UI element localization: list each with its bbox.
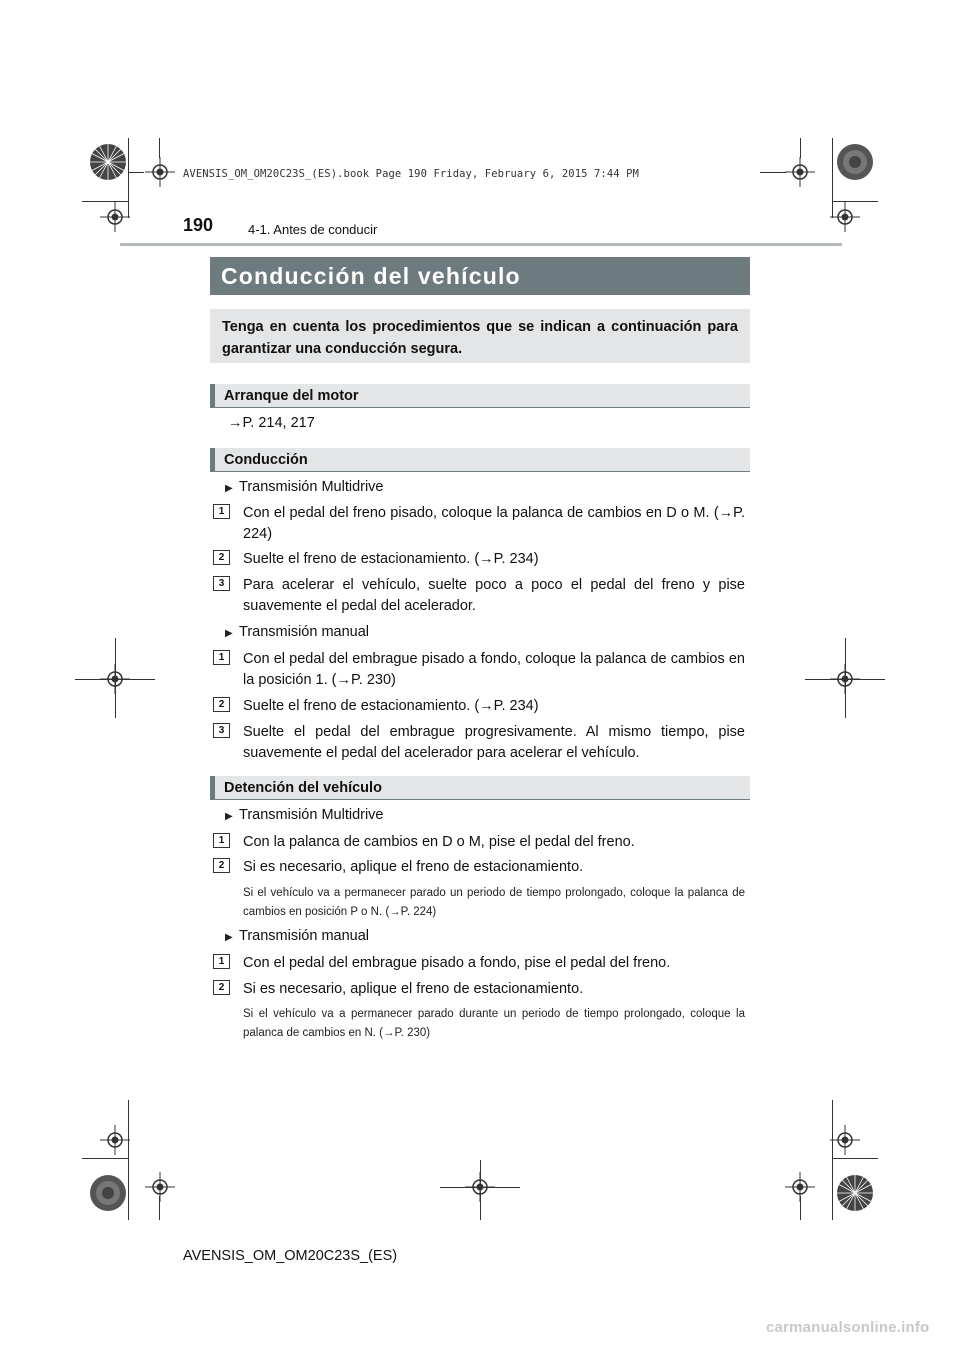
start-reference — [228, 415, 315, 431]
note-text: Si el vehículo va a permanecer parado durante un periodo de tiempo prolongado, coloque la palanca de cambios en N. (→P. 230) — [243, 1008, 745, 1039]
triangle-bullet-icon: ▶ — [225, 932, 233, 943]
step-number: 2 — [213, 550, 230, 565]
step-text: Suelte el freno de estacionamiento. (→P. 234) — [243, 551, 539, 567]
crosshair-icon — [830, 1125, 860, 1155]
book-info: AVENSIS_OM_OM20C23S_(ES).book Page 190 Friday, February 6, 2015 7:44 PM — [183, 168, 639, 180]
step-text: Suelte el pedal del embrague progresivamente. Al mismo tiempo, pise suavemente el pedal del acelerador para acelerar el vehículo. — [243, 724, 745, 761]
triangle-bullet-icon: ▶ — [225, 483, 233, 494]
crosshair-icon — [100, 202, 130, 232]
step-number: 1 — [213, 833, 230, 848]
step-text: Con el pedal del freno pisado, coloque la palanca de cambios en D o M. (→P. 224) — [243, 505, 745, 542]
bullet-manual: ▶ Transmisión manual — [225, 624, 370, 640]
step-number: 3 — [213, 576, 230, 591]
subheading-start: Arranque del motor — [210, 384, 750, 408]
step-text: Con el pedal del embrague pisado a fondo, coloque la palanca de cambios en la posición 1. (→P. 230) — [243, 651, 745, 688]
bullet-manual: ▶ Transmisión manual — [225, 928, 370, 944]
step-text: Para acelerar el vehículo, suelte poco a poco el pedal del freno y pise suavemente el pedal del acelerador. — [243, 577, 745, 614]
arrow-icon: → — [228, 415, 243, 431]
step-text: Si es necesario, aplique el freno de estacionamiento. — [243, 981, 584, 997]
header-rule — [120, 243, 842, 246]
section-title: 4-1. Antes de conducir — [248, 222, 378, 237]
registration-disc-icon — [88, 1173, 128, 1213]
step-number: 1 — [213, 504, 230, 519]
crosshair-icon — [145, 157, 175, 187]
step-number: 2 — [213, 980, 230, 995]
registration-disc-icon — [835, 142, 875, 182]
note-text: Si el vehículo va a permanecer parado un periodo de tiempo prolongado, coloque la palanca de cambios en posición P o N. (→P. 224) — [243, 887, 745, 918]
crosshair-icon — [785, 157, 815, 187]
crosshair-icon — [830, 202, 860, 232]
page-link[interactable]: P. 214, 217 — [242, 415, 315, 431]
bullet-multidrive: ▶ Transmisión Multidrive — [225, 807, 384, 823]
page-title: Conducción del vehículo — [210, 257, 750, 295]
registration-wheel-icon — [88, 142, 128, 182]
crosshair-icon — [100, 1125, 130, 1155]
step-text: Si es necesario, aplique el freno de estacionamiento. — [243, 859, 584, 875]
step-text: Suelte el freno de estacionamiento. (→P. 234) — [243, 698, 539, 714]
step-number: 3 — [213, 723, 230, 738]
step-number: 2 — [213, 697, 230, 712]
step-number: 1 — [213, 650, 230, 665]
registration-wheel-icon — [835, 1173, 875, 1213]
triangle-bullet-icon: ▶ — [225, 811, 233, 822]
page-number: 190 — [183, 215, 214, 235]
step-number: 2 — [213, 858, 230, 873]
bullet-multidrive: ▶ Transmisión Multidrive — [225, 479, 384, 495]
step-text: Con el pedal del embrague pisado a fondo, pise el pedal del freno. — [243, 955, 671, 971]
triangle-bullet-icon: ▶ — [225, 628, 233, 639]
subheading-stopping: Detención del vehículo — [210, 776, 750, 800]
footer-doc-id: AVENSIS_OM_OM20C23S_(ES) — [183, 1248, 398, 1264]
subheading-driving: Conducción — [210, 448, 750, 472]
step-number: 1 — [213, 954, 230, 969]
step-text: Con la palanca de cambios en D o M, pise el pedal del freno. — [243, 834, 635, 850]
intro-box: Tenga en cuenta los procedimientos que se indican a continuación para garantizar una conducción segura. — [210, 309, 750, 363]
crosshair-icon — [145, 1172, 175, 1202]
watermark: carmanualsonline.info — [766, 1319, 930, 1336]
